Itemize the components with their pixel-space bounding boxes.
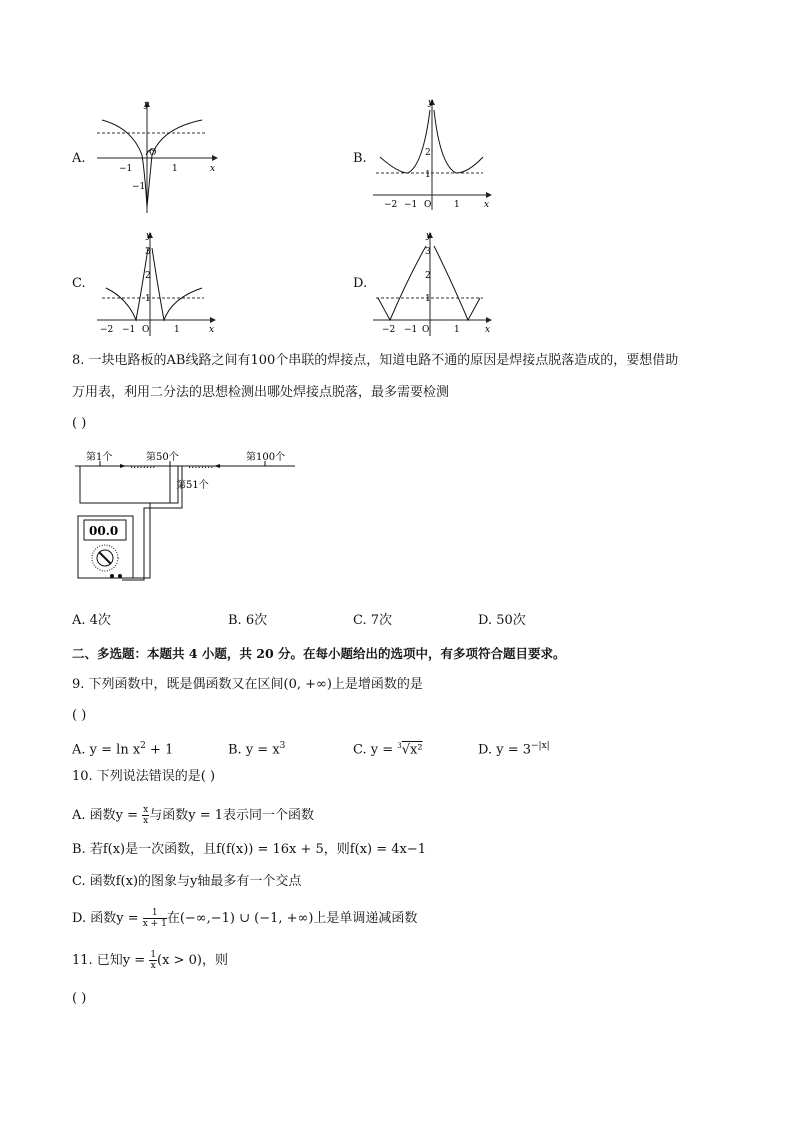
q9-option-b[interactable]: B. $y = x^3$ (228, 741, 286, 758)
q9-text: 9. 下列函数中，既是偶函数又在区间(0, +∞)上是增函数的是 (72, 677, 423, 692)
svg-text:O: O (422, 325, 430, 335)
point-100-label: 第100个 (246, 452, 286, 463)
svg-text:1: 1 (454, 325, 460, 335)
y-label-a: y (144, 100, 150, 110)
q10-option-a[interactable]: A. 函数y = $\frac{x}{x}$ 与函数y = 1表示同一个函数 (72, 805, 315, 826)
svg-text:x: x (485, 325, 491, 335)
q8-text-line2: 万用表，利用二分法的思想检测出哪处焊接点脱落，最多需要检测 (72, 385, 450, 400)
option-label-a: A. (72, 151, 86, 166)
svg-text:O: O (142, 325, 150, 335)
svg-text:2: 2 (425, 148, 431, 158)
graph-a (92, 95, 222, 215)
svg-text:3: 3 (425, 247, 431, 257)
q8-option-d[interactable]: D. 50次 (478, 613, 526, 628)
graph-d (368, 228, 498, 338)
point-1-label: 第1个 (86, 452, 113, 463)
svg-text:1: 1 (425, 170, 431, 180)
q8-option-b[interactable]: B. 6次 (228, 613, 268, 628)
svg-text:1: 1 (454, 200, 460, 210)
multimeter-circuit-figure (70, 448, 300, 593)
svg-text:−2: −2 (382, 325, 396, 335)
svg-text:−1: −1 (404, 200, 418, 210)
svg-text:........: ........ (130, 460, 156, 471)
svg-text:........: ........ (188, 460, 214, 471)
point-51-label: 第51个 (176, 480, 209, 491)
q9-option-d[interactable]: D. $y = 3^{-|x|}$ (478, 741, 550, 758)
q8-text-line1: 8. 一块电路板的AB线路之间有100个串联的焊接点，知道电路不通的原因是焊接点脱落造成的，要想借助 (72, 353, 679, 368)
origin-a: O (149, 148, 157, 158)
radical-icon: √ (401, 742, 411, 758)
q9-option-a[interactable]: A. $y = \ln x^2 + 1$ (72, 741, 174, 758)
svg-text:1: 1 (145, 294, 151, 304)
svg-text:−1: −1 (122, 325, 136, 335)
section-2-heading: 二、多选题：本题共 4 小题，共 20 分。在每小题给出的选项中，有多项符合题目要求。 (72, 646, 566, 661)
svg-text:x: x (484, 200, 490, 210)
option-label-d: D. (353, 276, 368, 291)
svg-text:−2: −2 (100, 325, 114, 335)
x-label-a: x (210, 164, 216, 174)
q9-option-c[interactable]: C. y = $^3$√x² (353, 742, 423, 758)
q10-option-c[interactable]: C. 函数f(x)的图象与y轴最多有一个交点 (72, 874, 302, 889)
option-label-c: C. (72, 276, 86, 291)
option-label-b: B. (353, 151, 367, 166)
svg-text:3: 3 (145, 247, 151, 257)
meter-display: 00.0 (89, 524, 119, 538)
svg-text:1: 1 (425, 294, 431, 304)
q8-option-a[interactable]: A. 4次 (72, 613, 111, 628)
q10-option-d[interactable]: D. 函数y = $\frac{1}{x + 1}$ 在(−∞,−1) ∪ (−1, +∞)上是单调递减函数 (72, 908, 418, 929)
q10-option-b[interactable]: B. 若f(x)是一次函数，且f(f(x)) = 16x + 5，则f(x) = 4x−1 (72, 842, 427, 857)
q9-paren: ( ) (72, 708, 87, 723)
point-50-label: 第50个 (146, 452, 179, 463)
tick-a-neg1y: −1 (132, 182, 146, 192)
q8-paren: ( ) (72, 416, 87, 431)
svg-text:y: y (426, 231, 432, 241)
svg-text:−2: −2 (384, 200, 398, 210)
tick-a-neg1x: −1 (119, 164, 133, 174)
graph-c (92, 228, 222, 338)
graph-b (368, 95, 498, 215)
svg-text:−1: −1 (404, 325, 418, 335)
svg-text:2: 2 (425, 271, 431, 281)
q8-option-c[interactable]: C. 7次 (353, 613, 393, 628)
svg-text:y: y (428, 98, 434, 108)
q10-text: 10. 下列说法错误的是( ) (72, 769, 216, 784)
svg-text:2: 2 (145, 271, 151, 281)
q11-text: 11. 已知y = $\frac{1}{x}$ (x > 0)，则 (72, 950, 228, 971)
svg-text:x: x (209, 325, 215, 335)
svg-text:y: y (146, 231, 152, 241)
tick-a-1x: 1 (172, 164, 178, 174)
svg-text:1: 1 (174, 325, 180, 335)
q11-paren: ( ) (72, 991, 87, 1006)
svg-text:O: O (424, 200, 432, 210)
